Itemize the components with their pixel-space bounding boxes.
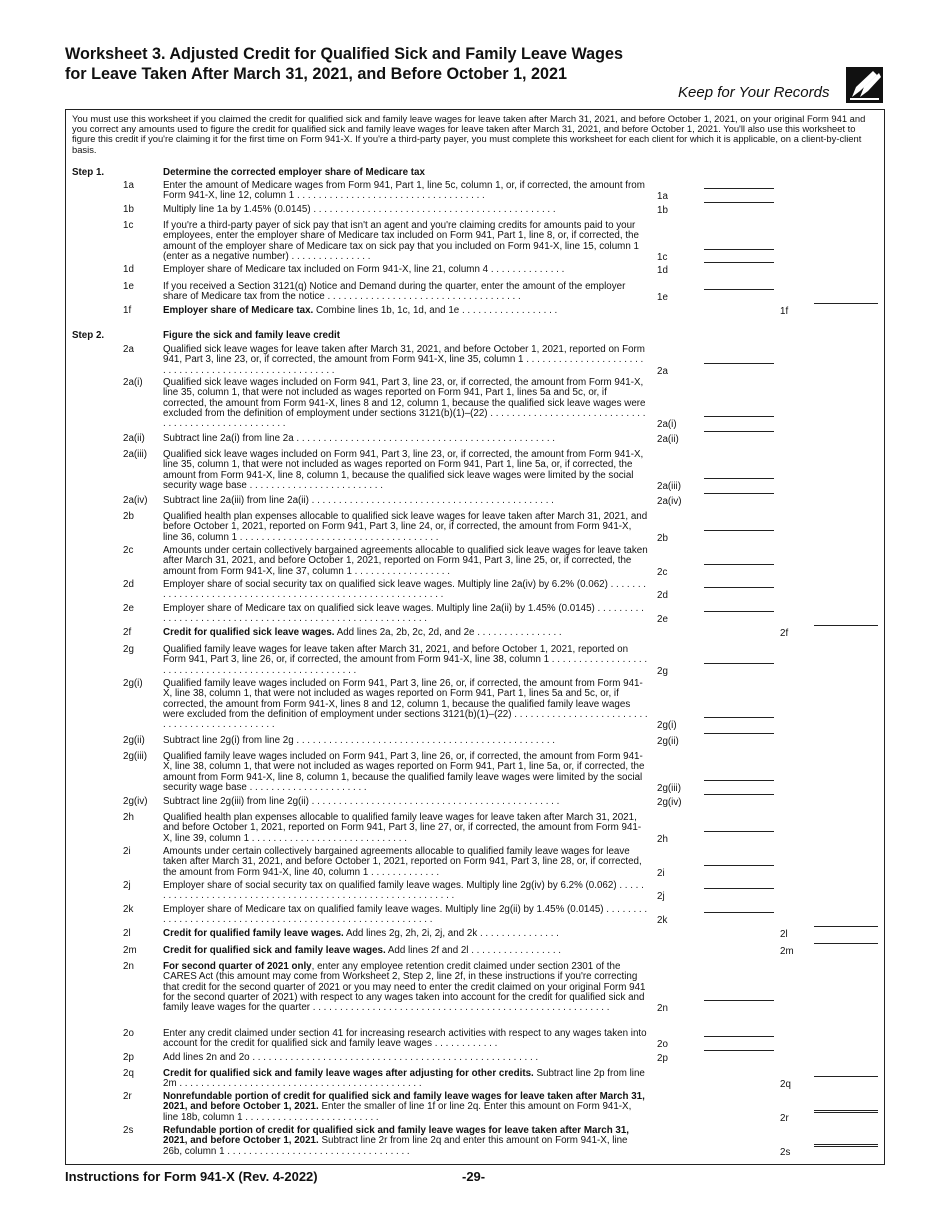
amount-field-1e[interactable]	[704, 289, 774, 290]
amount-field-2b[interactable]	[704, 530, 774, 531]
intro-paragraph: You must use this worksheet if you claimed the credit for qualified sick and family leave wages for leave taken after March 31, 2021, and before October 1, 2021, on your original Form 941 and you correct any amounts used to figure the credit for qualified sick and family leave wages for leave taken after March 31, 2021, and before October 1, 2021. You'll also use this worksheet to figure this credit if you're claiming it for the first time on Form 941-X. If you're a third-party payer, you must complete this worksheet for each client for which it is applicable, on a client-by-client basis.	[72, 113, 866, 155]
line-number: 2c	[123, 545, 134, 556]
line-description: Subtract line 2a(i) from line 2a . . . . . . . . . . . . . . . . . . . . . . . . . . . . . . . . . . . . . . . . . . . . . . . .	[163, 433, 555, 444]
line-ref-2a(ii): 2a(ii)	[657, 434, 679, 445]
line-description: Qualified health plan expenses allocable to qualified sick leave wages for leave taken after March 31, 2021, and before October 1, 2021, reported on Form 941, Part 3, line 24, or, if corrected, the amount from Form 941-X, line 36, column 1 . . . . . . . . . . . . . . . . . . . . . . . . . . . . . . . . . . . . .	[163, 511, 648, 543]
line-description: Qualified health plan expenses allocable to qualified family leave wages for leave taken after March 31, 2021, and before October 1, 2021, reported on Form 941, Part 3, line 27, or, if corrected, the amount from Form 941-X, line 39, column 1 . . . . . . . . . . . . . . . . . . . . . . . . . . . . .	[163, 812, 642, 844]
line-description: Add lines 2n and 2o . . . . . . . . . . . . . . . . . . . . . . . . . . . . . . . . . . . . . . . . . . . . . . . . . . . . .	[163, 1052, 539, 1063]
amount-field-1b[interactable]	[704, 202, 774, 203]
line-number: 2a	[123, 344, 134, 355]
amount-field-1a[interactable]	[704, 188, 774, 189]
line-description	[163, 331, 648, 341]
line-number: 2k	[123, 904, 134, 915]
amount-field-2o[interactable]	[704, 1036, 774, 1037]
line-number: 2r	[123, 1091, 132, 1102]
line-ref-2d: 2d	[657, 590, 668, 602]
line-description: Qualified family leave wages for leave taken after March 31, 2021, and before October 1, 2021, reported on Form 941, Part 3, line 26, or, if corrected, the amount from Form 941-X, line 38, column 1 . . . . . . . . . . . . . . . . . . . . . . . . . . . . . . . . . . . . . . . . . . . . . . . . . . . . . .	[163, 644, 648, 676]
line-description: Employer share of social security tax on qualified sick leave wages. Multiply line 2a(iv) by 6.2% (0.062) . . . . . . . . . . . . . . . . . . . . . . . . . . . . . . . . . . . . . . . . . . . . . . . . . . . . . . . . . . .	[163, 579, 646, 601]
line-number: 2a(i)	[123, 377, 143, 388]
line-ref-1d: 1d	[657, 265, 668, 276]
line-number: 2g(i)	[123, 678, 143, 689]
amount-field-2a(ii)[interactable]	[704, 431, 774, 432]
line-ref-2n: 2n	[657, 1003, 668, 1015]
keep-for-records: Keep for Your Records	[678, 84, 830, 101]
line-number: 2g(ii)	[123, 735, 145, 746]
line-number: 2e	[123, 603, 134, 614]
amount-field-2c[interactable]	[704, 564, 774, 565]
line-number: 1d	[123, 264, 134, 275]
amount-field-2g[interactable]	[704, 663, 774, 664]
line-ref-2a: 2a	[657, 365, 668, 377]
line-description: Enter the amount of Medicare wages from Form 941, Part 1, line 5c, column 1, or, if corrected, the amount from Form 941-X, line 12, column 1 . . . . . . . . . . . . . . . . . . . . . . . . . . . . . . . . . . .	[163, 180, 645, 202]
line-description: Credit for qualified sick and family leave wages after adjusting for other credits. Subtract line 2p from line 2m . . . . . . . . . . . . . . . . . . . . . . . . . . . . . . . . . . . . . . . . . . . . .	[163, 1068, 645, 1090]
line-description: Employer share of social security tax on qualified family leave wages. Multiply line 2g(iv) by 6.2% (0.062) . . . . . . . . . . . . . . . . . . . . . . . . . . . . . . . . . . . . . . . . . . . . . . . . . . . . . . . . . . .	[163, 880, 644, 902]
line-number: 2g	[123, 644, 134, 655]
amount-field-2g(iii)[interactable]	[704, 780, 774, 781]
worksheet-title: Worksheet 3. Adjusted Credit for Qualified Sick and Family Leave Wages for Leave Taken After March 31, 2021, and Before October 1, 2021	[65, 45, 624, 83]
line-ref-2g(iii): 2g(iii)	[657, 782, 681, 794]
line-number: 2f	[123, 627, 132, 638]
line-number: 1f	[123, 305, 132, 316]
line-description: Qualified sick leave wages for leave taken after March 31, 2021, and before October 1, 2021, reported on Form 941, Part 3, line 23, or, if corrected, the amount from Form 941-X, line 35, column 1 . . . . . . . . . . . . . . . . . . . . . . . . . . . . . . . . . . . . . . . . . . . . . . . . . . . . . .	[163, 344, 645, 376]
line-number: 2s	[123, 1125, 134, 1136]
line-number: 1e	[123, 281, 134, 292]
line-heading: Credit for qualified sick leave wages.	[163, 627, 335, 638]
line-description: Nonrefundable portion of credit for qualified sick and family leave wages for leave taken after March 31, 2021, and before October 1, 2021. Enter the smaller of line 1f or line 2q. Enter this amount on Form 941-X, line 18b, column 1 . . . . . . . . . . . . . . . . . . . . . . . . .	[163, 1091, 645, 1123]
line-description: Qualified sick leave wages included on Form 941, Part 3, line 23, or, if corrected, the amount from Form 941-X, line 35, column 1, that were not included as wages reported on Form 941, Part 1, line 5a, or, if corrected, the amount from Form 941-X, line 8, column 1, because the qualified sick leave wages were limited by the social security wage base . . . . . . . . . . . . . . . . . . . . . . . . .	[163, 449, 644, 491]
line-ref-2p: 2p	[657, 1053, 668, 1064]
line-heading: Nonrefundable portion of credit for qualified sick and family leave wages for leave taken after March 31, 2021, and before October 1, 2021.	[163, 1091, 645, 1113]
amount-field-2s[interactable]	[814, 1144, 878, 1147]
records-pen-icon	[846, 67, 883, 103]
amount-field-2e[interactable]	[704, 611, 774, 612]
line-ref-2j: 2j	[657, 891, 665, 903]
line-ref-2s: 2s	[780, 1146, 791, 1158]
line-description: Qualified family leave wages included on Form 941, Part 3, line 26, or, if corrected, the amount from Form 941-X, line 38, column 1, that were not included as wages reported on Form 941, Part 1, line 5a, or, if corrected, the amount from Form 941-X, line 8, column 1, because the qualified family leave wages were limited by the social security wage base . . . . . . . . . . . . . . . . . . . . . .	[163, 751, 645, 793]
line-ref-2l: 2l	[780, 929, 788, 940]
line-ref-2f: 2f	[780, 628, 789, 639]
line-description: For second quarter of 2021 only, enter any employee retention credit claimed under section 2301 of the CARES Act (this amount may come from Worksheet 2, Step 2, line 2f, in these instructions if you're correcting that credit for the second quarter of 2021 or you may need to enter the credit claimed on your original Form 941 for the second quarter of 2021) with respect to any wages taken into account for the credit for qualified sick and family leave wages for the quarter . . . . . . . . . . . . . . . . . . . . . . . . . . . . . . . . . . . . . . . . . . . . . . . . . . . . . . .	[163, 961, 646, 1014]
amount-field-2g(iv)[interactable]	[704, 794, 774, 795]
amount-field-2m[interactable]	[814, 943, 878, 944]
line-ref-2a(i): 2a(i)	[657, 419, 677, 431]
line-description: Amounts under certain collectively bargained agreements allocable to qualified family leave wages for leave taken after March 31, 2021, and before October 1, 2021, reported on Form 941, Part 3, line 28, or, if corrected, the amount from Form 941-X, line 40, column 1 . . . . . . . . . . . . .	[163, 846, 642, 878]
line-heading: Determine the corrected employer share of Medicare tax	[163, 167, 425, 178]
line-number: 2a(iv)	[123, 495, 148, 506]
line-description	[163, 168, 648, 178]
line-number: 2q	[123, 1068, 134, 1079]
line-ref-2a(iii): 2a(iii)	[657, 480, 681, 492]
line-description: Employer share of Medicare tax included on Form 941-X, line 21, column 4 . . . . . . . . . . . . . .	[163, 264, 565, 275]
line-number: 2a(iii)	[123, 449, 147, 460]
line-ref-2o: 2o	[657, 1039, 668, 1051]
line-number: 2a(ii)	[123, 433, 145, 444]
line-description: Credit for qualified family leave wages. Add lines 2g, 2h, 2i, 2j, and 2k . . . . . . . . . . . . . . .	[163, 928, 559, 939]
amount-field-2a(iv)[interactable]	[704, 493, 774, 494]
line-description: Credit for qualified sick leave wages. Add lines 2a, 2b, 2c, 2d, and 2e . . . . . . . . . . . . . . . .	[163, 627, 562, 638]
footer-form-name: Instructions for Form 941-X (Rev. 4-2022)	[65, 1169, 318, 1184]
amount-field-1c[interactable]	[704, 249, 774, 250]
line-ref-2a(iv): 2a(iv)	[657, 496, 682, 507]
line-number: 2g(iii)	[123, 751, 147, 762]
line-ref-2g(iv): 2g(iv)	[657, 797, 682, 808]
line-heading: Employer share of Medicare tax.	[163, 305, 314, 316]
step-label: Step 1.	[72, 167, 105, 178]
amount-field-2a[interactable]	[704, 363, 774, 364]
amount-field-2r[interactable]	[814, 1110, 878, 1113]
line-description: Subtract line 2g(iii) from line 2g(ii) . . . . . . . . . . . . . . . . . . . . . . . . . . . . . . . . . . . . . . . . . . . . . .	[163, 796, 560, 807]
page-number: -29-	[462, 1169, 486, 1184]
line-heading: Credit for qualified family leave wages.	[163, 928, 344, 939]
line-ref-2g: 2g	[657, 665, 668, 677]
line-ref-2e: 2e	[657, 614, 668, 626]
amount-field-2l[interactable]	[814, 926, 878, 927]
line-description: Enter any credit claimed under section 41 for increasing research activities with respect to any wages taken into account for the credit for qualified sick and family leave wages . . . . . . . . . . . .	[163, 1028, 647, 1050]
line-heading: Refundable portion of credit for qualified sick and family leave wages for leave taken after March 31, 2021, and before October 1, 2021.	[163, 1125, 630, 1147]
line-ref-1b: 1b	[657, 205, 668, 216]
line-description: Refundable portion of credit for qualified sick and family leave wages for leave taken after March 31, 2021, and before October 1, 2021. Subtract line 2r from line 2q and enter this amount on Form 941-X, line 26b, column 1 . . . . . . . . . . . . . . . . . . . . . . . . . . . . . . . . . .	[163, 1125, 630, 1157]
amount-field-2q[interactable]	[814, 1076, 878, 1077]
line-number: 2i	[123, 846, 131, 857]
line-number: 2o	[123, 1028, 134, 1039]
line-description: Subtract line 2g(i) from line 2g . . . . . . . . . . . . . . . . . . . . . . . . . . . . . . . . . . . . . . . . . . . . . . . .	[163, 735, 555, 746]
line-heading: Credit for qualified sick and family leave wages.	[163, 945, 386, 956]
line-ref-2g(ii): 2g(ii)	[657, 736, 679, 747]
line-ref-1f: 1f	[780, 306, 789, 317]
line-number: 1a	[123, 180, 134, 191]
amount-field-2g(i)[interactable]	[704, 717, 774, 718]
line-description: Multiply line 1a by 1.45% (0.0145) . . . . . . . . . . . . . . . . . . . . . . . . . . . . . . . . . . . . . . . . . . . . .	[163, 204, 556, 215]
line-ref-2m: 2m	[780, 946, 794, 957]
line-ref-1a: 1a	[657, 191, 668, 203]
line-ref-2q: 2q	[780, 1079, 791, 1091]
line-number: 2h	[123, 812, 134, 823]
line-ref-1e: 1e	[657, 292, 668, 304]
line-ref-1c: 1c	[657, 251, 668, 263]
line-ref-2b: 2b	[657, 532, 668, 544]
line-heading: Credit for qualified sick and family leave wages after adjusting for other credits.	[163, 1068, 534, 1079]
amount-field-2a(i)[interactable]	[704, 416, 774, 417]
step-label: Step 2.	[72, 330, 105, 341]
amount-field-1d[interactable]	[704, 262, 774, 263]
amount-field-2n[interactable]	[704, 1000, 774, 1001]
amount-field-2p[interactable]	[704, 1050, 774, 1051]
line-number: 1b	[123, 204, 134, 215]
amount-field-2d[interactable]	[704, 587, 774, 588]
amount-field-2g(ii)[interactable]	[704, 733, 774, 734]
line-ref-2h: 2h	[657, 833, 668, 845]
line-ref-2c: 2c	[657, 566, 668, 578]
line-description: Employer share of Medicare tax on qualified family leave wages. Multiply line 2g(ii) by 1.45% (0.0145) . . . . . . . . . . . . . . . . . . . . . . . . . . . . . . . . . . . . . . . . . . . . . . . . . . . . . . . . . .	[163, 904, 648, 926]
amount-field-2h[interactable]	[704, 831, 774, 832]
line-description: Employer share of Medicare tax. Combine lines 1b, 1c, 1d, and 1e . . . . . . . . . . . . . . . . . .	[163, 305, 558, 316]
line-number: 2d	[123, 579, 134, 590]
line-ref-2k: 2k	[657, 915, 668, 927]
line-number: 2n	[123, 961, 134, 972]
amount-field-1f[interactable]	[814, 303, 878, 304]
line-number: 2j	[123, 880, 131, 891]
line-number: 2p	[123, 1052, 134, 1063]
line-number: 2g(iv)	[123, 796, 148, 807]
line-number: 2b	[123, 511, 134, 522]
line-number: 2m	[123, 945, 137, 956]
line-heading: Figure the sick and family leave credit	[163, 330, 340, 341]
line-description: If you're a third-party payer of sick pay that isn't an agent and you're claiming credits for amounts paid to your employees, enter the employer share of Medicare tax included on Form 941, Part 1, line 8, or, if corrected, the amount of the employer share of Medicare tax on sick pay that you included on Form 941-X, line 15, column 1 (enter as a negative number) . . . . . . . . . . . . . . .	[163, 220, 639, 262]
line-description: Qualified family leave wages included on Form 941, Part 3, line 26, or, if corrected, the amount from Form 941-X, line 38, column 1, that were not included as wages reported on Form 941, Part 1, lines 5a and 5c, or, if corrected, the amount from Form 941-X, lines 8 and 12, column 1, because the qualified family leave wages were excluded from the definition of employment under sections 3121(b)(1)–(22) . . . . . . . . . . . . . . . . . . . . . . . . . . . . . . . . . . . . . . . . . . . . . .	[163, 678, 648, 731]
amount-field-2a(iii)[interactable]	[704, 478, 774, 479]
line-ref-2g(i): 2g(i)	[657, 720, 677, 732]
line-ref-2r: 2r	[780, 1112, 789, 1124]
line-description: Employer share of Medicare tax on qualified sick leave wages. Multiply line 2a(ii) by 1.45% (0.0145) . . . . . . . . . . . . . . . . . . . . . . . . . . . . . . . . . . . . . . . . . . . . . . . . . . . . . . . . . .	[163, 603, 644, 625]
line-description: Amounts under certain collectively bargained agreements allocable to qualified sick leave wages for leave taken after March 31, 2021, and before October 1, 2021, reported on Form 941, Part 3, line 25, or, if corrected, the amount from Form 941-X, line 37, column 1 . . . . . . . . . . . . . . . . . .	[163, 545, 648, 577]
line-number: 1c	[123, 220, 134, 231]
line-number: 2l	[123, 928, 131, 939]
line-description: If you received a Section 3121(q) Notice and Demand during the quarter, enter the amount of the employer share of Medicare tax from the notice . . . . . . . . . . . . . . . . . . . . . . . . . . . . . . . . . . . .	[163, 281, 626, 303]
amount-field-2f[interactable]	[814, 625, 878, 626]
amount-field-2j[interactable]	[704, 888, 774, 889]
line-heading: For second quarter of 2021 only	[163, 961, 312, 972]
line-description: Qualified sick leave wages included on Form 941, Part 3, line 23, or, if corrected, the amount from Form 941-X, line 35, column 1, that were not included as wages reported on Form 941, Part 1, lines 5a and 5c, or, if corrected, the amount from Form 941-X, lines 8 and 12, column 1, because the qualified sick leave wages were excluded from the definition of employment under sections 3121(b)(1)–(22) . . . . . . . . . . . . . . . . . . . . . . . . . . . . . . . . . . . . . . . . . . . . . . . . . . . .	[163, 377, 646, 430]
amount-field-2i[interactable]	[704, 865, 774, 866]
line-ref-2i: 2i	[657, 867, 665, 879]
line-description: Subtract line 2a(iii) from line 2a(ii) . . . . . . . . . . . . . . . . . . . . . . . . . . . . . . . . . . . . . . . . . . . . .	[163, 495, 554, 506]
amount-field-2k[interactable]	[704, 912, 774, 913]
line-description: Credit for qualified sick and family leave wages. Add lines 2f and 2l . . . . . . . . . . . . . . . . .	[163, 945, 562, 956]
